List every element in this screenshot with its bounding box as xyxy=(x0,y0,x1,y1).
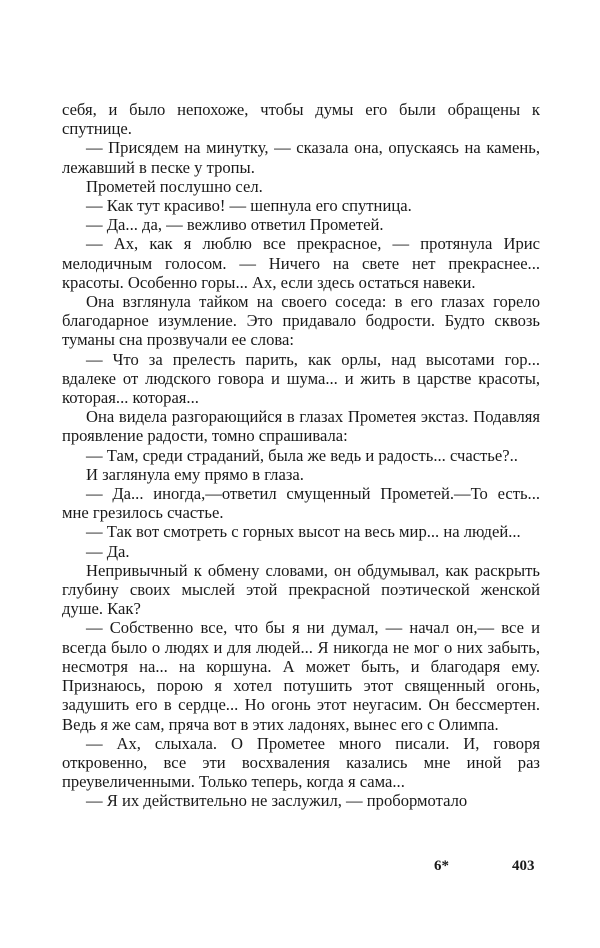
paragraph-1: себя, и было непохоже, чтобы думы его были обращены к спутнице. xyxy=(62,100,540,139)
paragraph-5: — Да... да, — вежливо ответил Прометей. xyxy=(86,215,384,235)
paragraph-2: — Присядем на минутку, — сказала она, опускаясь на камень, лежавший в песке у тропы. xyxy=(62,138,540,177)
page-footer xyxy=(0,858,600,878)
paragraph-17: — Ах, слыхала. О Прометее много писали. И, говоря откровенно, все эти восхваления казались мне иной раз преувеличенными. Только теперь, когда я сама... xyxy=(62,733,540,792)
paragraph-4: — Как тут красиво! — шепнула его спутница. xyxy=(86,196,412,216)
paragraph-12: — Да... иногда,—ответил смущенный Прометей.—То есть... мне грезилось счастье. xyxy=(62,484,540,523)
paragraph-14: — Да. xyxy=(86,541,130,561)
paragraph-3: Прометей послушно сел. xyxy=(86,176,263,196)
signature-mark: 6* xyxy=(434,858,449,874)
paragraph-10: — Там, среди страданий, была же ведь и радость... счастье?.. xyxy=(86,445,518,465)
page-text xyxy=(62,100,540,811)
paragraph-11: И заглянула ему прямо в глаза. xyxy=(86,464,304,484)
paragraph-8: — Что за прелесть парить, как орлы, над высотами гор... вдалеке от людского говора и шума... и жить в царстве красоты, которая... которая... xyxy=(62,349,540,408)
paragraph-9: Она видела разгорающийся в глазах Прометея экстаз. Подавляя проявление радости, томно спрашивала: xyxy=(62,407,540,446)
paragraph-15: Непривычный к обмену словами, он обдумывал, как раскрыть глубину своих мыслей этой прекрасной поэтической женской душе. Как? xyxy=(62,560,540,619)
paragraph-16: — Собственно все, что бы я ни думал, — начал он,— все и всегда было о людях и для людей... Я никогда не мог о них забыть, несмотря на... на коршуна. А может быть, и благодаря ему. Признаюсь, порою я хотел потушить этот священный огонь, задушить его в сердце... Но огонь этот неугасим. Он бессмертен. Ведь я же сам, пряча вот в этих ладонях, вынес его с Олимпа. xyxy=(62,618,540,734)
page-number: 403 xyxy=(512,858,535,874)
paragraph-6: — Ах, как я люблю все прекрасное, — протянула Ирис мелодичным голосом. — Ничего на свете нет прекраснее... красоты. Особенно горы... Ах, если здесь остаться навеки. xyxy=(62,234,540,292)
paragraph-13: — Так вот смотреть с горных высот на весь мир... на людей... xyxy=(86,522,521,542)
paragraph-7: Она взглянула тайком на своего соседа: в его глазах горело благодарное изумление. Это придавало бодрости. Будто сквозь туманы сна прозвучали ее слова: xyxy=(62,292,540,350)
paragraph-18: — Я их действительно не заслужил, — пробормотало xyxy=(86,791,468,811)
